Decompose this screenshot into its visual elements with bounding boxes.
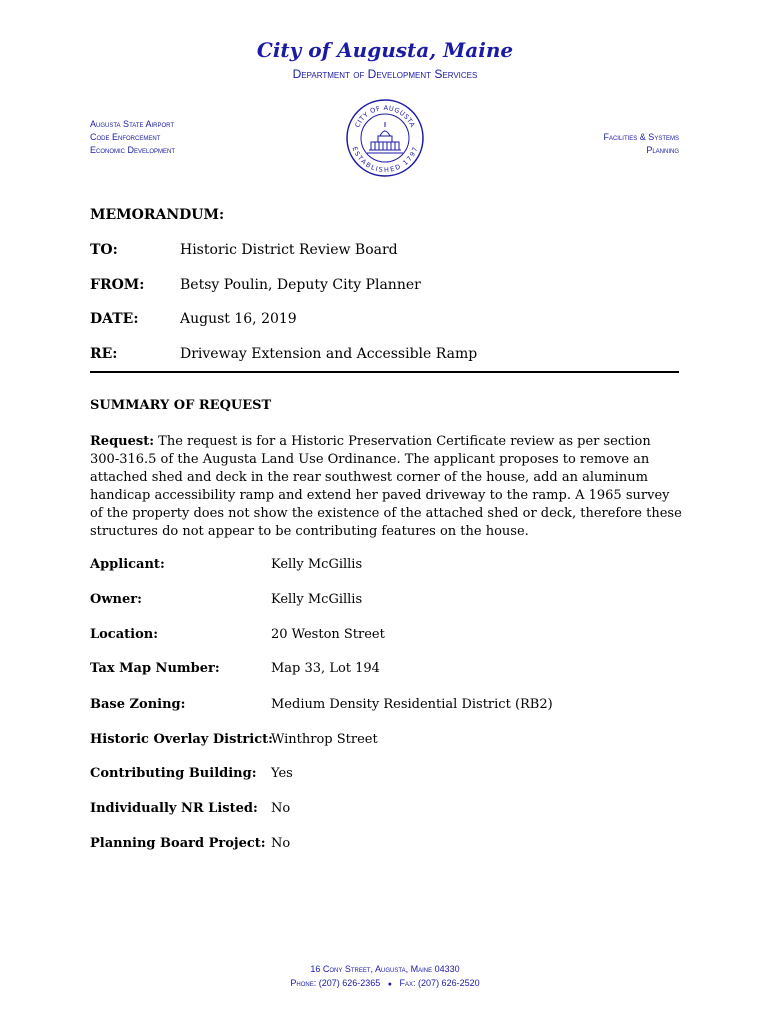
header-divider (90, 371, 679, 373)
memo-heading: MEMORANDUM: (90, 207, 225, 223)
seal-text-top: CITY OF AUGUSTA (353, 103, 417, 129)
field-value: Winthrop Street (271, 732, 378, 747)
field-label: Historic Overlay District: (90, 732, 273, 747)
city-title: City of Augusta, Maine (256, 38, 514, 62)
footer (0, 962, 770, 992)
field-label: Contributing Building: (90, 766, 257, 781)
field-label: Base Zoning: (90, 697, 186, 712)
field-value: Yes (271, 766, 293, 781)
field-label: Applicant: (90, 557, 165, 572)
city-seal-icon (345, 98, 425, 178)
date-value: August 16, 2019 (180, 311, 297, 327)
right-department-list (603, 131, 679, 157)
footer-separator: ● (387, 981, 393, 988)
left-item: Economic Development (90, 145, 176, 155)
re-label: RE: (90, 346, 118, 362)
summary-heading: SUMMARY OF REQUEST (90, 398, 272, 413)
date-label: DATE: (90, 311, 139, 327)
field-value: Map 33, Lot 194 (271, 661, 380, 676)
field-value: Kelly McGillis (271, 592, 363, 607)
re-value: Driveway Extension and Accessible Ramp (180, 346, 478, 362)
field-label: Owner: (90, 592, 142, 607)
right-item: Facilities & Systems (603, 132, 679, 142)
field-label: Tax Map Number: (90, 661, 220, 676)
seal-text-bottom: ESTABLISHED 1797 (350, 145, 420, 175)
footer-contact (0, 976, 770, 992)
footer-address: 16 Cony Street, Augusta, Maine 04330 (310, 964, 460, 974)
field-value: Kelly McGillis (271, 557, 363, 572)
request-paragraph (90, 433, 682, 541)
field-value: Medium Density Residential District (RB2) (271, 697, 553, 712)
to-value: Historic District Review Board (180, 242, 398, 258)
footer-phone: Phone: (207) 626-2365 (290, 978, 381, 988)
request-label: Request: (90, 434, 155, 449)
footer-fax: Fax: (207) 626-2520 (399, 978, 480, 988)
from-value: Betsy Poulin, Deputy City Planner (180, 277, 421, 293)
left-item: Augusta State Airport (90, 119, 175, 129)
field-label: Individually NR Listed: (90, 801, 258, 816)
to-label: TO: (90, 242, 118, 258)
request-text: The request is for a Historic Preservation Certificate review as per section 300-316.5 of the Augusta Land Use Ordinance. The applicant proposes to remove an attached shed and deck in the rear southwest corner of the house, add an aluminum handicap accessibility ramp and extend her paved driveway to the ramp. A 1965 survey of the property does not show the existence of the attached shed or deck, therefore these structures do not appear to be contributing features on the house. (90, 434, 682, 539)
field-value: No (271, 801, 291, 816)
right-item: Planning (646, 145, 679, 155)
field-label: Location: (90, 627, 159, 642)
field-value: 20 Weston Street (271, 627, 385, 642)
field-value: No (271, 836, 291, 851)
left-department-list (90, 118, 175, 157)
department-name: Department of Development Services (292, 67, 478, 81)
left-item: Code Enforcement (90, 132, 161, 142)
from-label: FROM: (90, 277, 145, 293)
field-label: Planning Board Project: (90, 836, 266, 851)
